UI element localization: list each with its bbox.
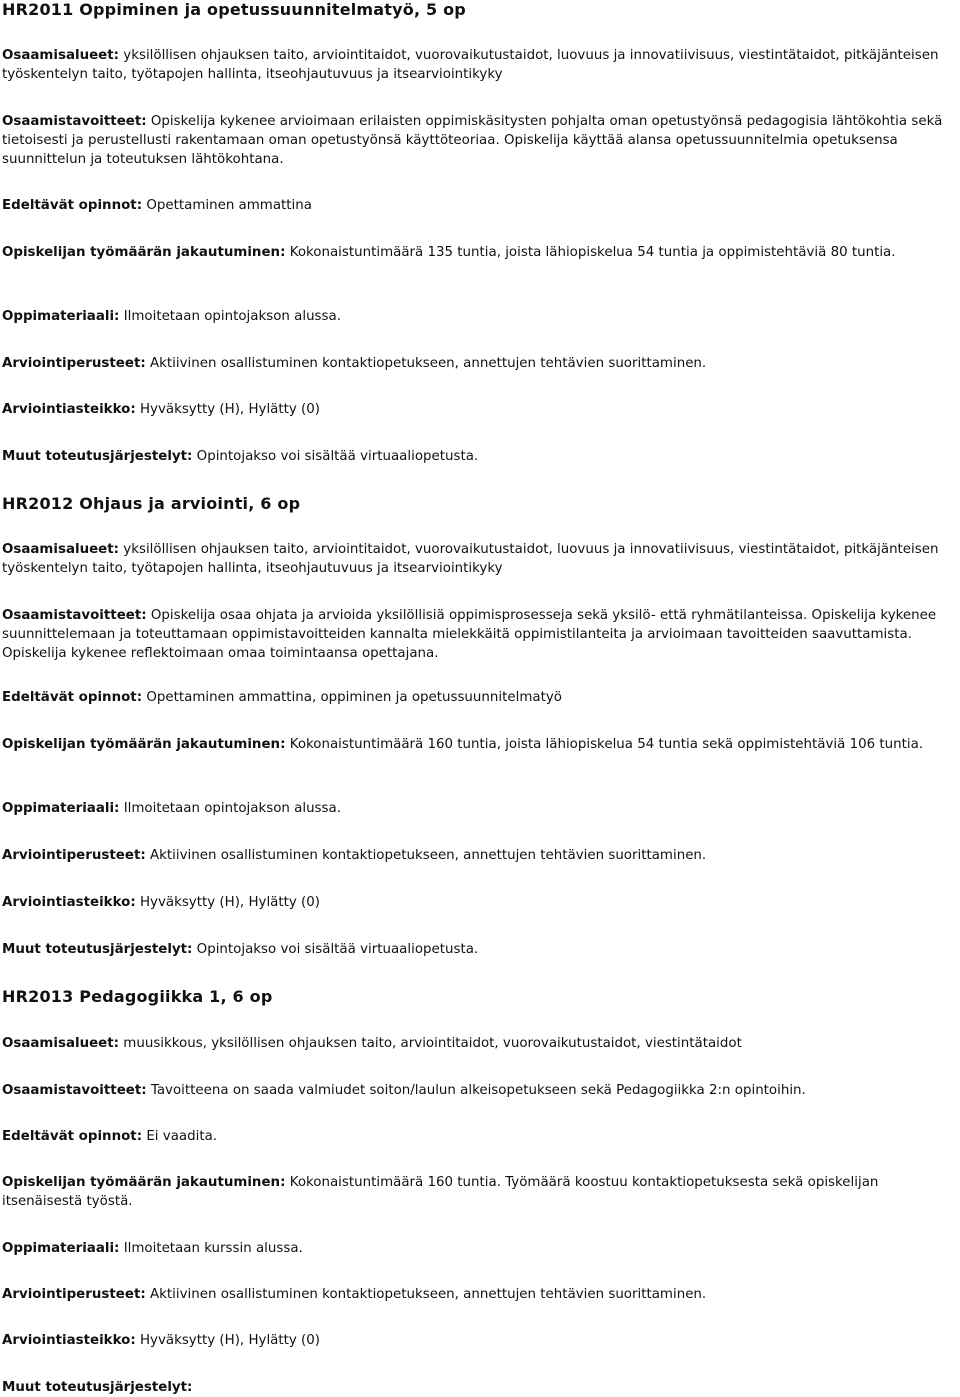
field-text: Opintojakso voi sisältää virtuaaliopetusta.: [196, 942, 479, 957]
field-text: Opiskelija osaa ohjata ja arvioida yksilöllisiä oppimisprosesseja sekä yksilö- että ryhmätilanteissa. Opiskelija kykenee suunnittelemaan ja toteuttamaan oppimistavoitteiden kannalta mielekkäitä oppimistilanteita ja arvioimaan tavoitteiden saavuttamista. Opiskelija kykenee reflektoimaan omaa toimintaansa opettajana.: [2, 608, 937, 661]
field-label: Opiskelijan työmäärän jakautuminen:: [2, 737, 286, 752]
field-text: Kokonaistuntimäärä 135 tuntia, joista lähiopiskelua 54 tuntia ja oppimistehtäviä 80 tuntia.: [289, 245, 896, 260]
field-text: Ei vaadita.: [146, 1129, 218, 1144]
field-text: Aktiivinen osallistuminen kontaktiopetukseen, annettujen tehtävien suorittaminen.: [149, 356, 707, 371]
field-arviointiperusteet: [2, 846, 706, 865]
field-muut-toteutusjarjestelyt: [2, 1378, 192, 1397]
field-label: Osaamisalueet:: [2, 542, 120, 557]
field-label: Arviointiasteikko:: [2, 1333, 136, 1348]
field-arviointiasteikko: [2, 893, 320, 912]
field-osaamistavoitteet: [2, 606, 958, 663]
field-label: Osaamistavoitteet:: [2, 114, 147, 129]
field-label: Oppimateriaali:: [2, 1241, 120, 1256]
field-osaamisalueet: [2, 1034, 742, 1053]
field-label: Opiskelijan työmäärän jakautuminen:: [2, 1175, 286, 1190]
field-text: Ilmoitetaan opintojakson alussa.: [123, 309, 341, 324]
field-label: Arviointiasteikko:: [2, 895, 136, 910]
field-text: Ilmoitetaan kurssin alussa.: [123, 1241, 303, 1256]
field-osaamisalueet: [2, 46, 958, 84]
field-text: Hyväksytty (H), Hylätty (0): [139, 895, 321, 910]
field-osaamistavoitteet: [2, 1081, 806, 1100]
field-label: Arviointiperusteet:: [2, 1287, 146, 1302]
field-label: Arviointiperusteet:: [2, 848, 146, 863]
field-tyomaara: [2, 1173, 958, 1211]
field-text: Kokonaistuntimäärä 160 tuntia, joista lähiopiskelua 54 tuntia sekä oppimistehtäviä 106 tuntia.: [289, 737, 924, 752]
field-edeltavat-opinnot: [2, 1127, 217, 1146]
field-oppimateriaali: [2, 1239, 303, 1258]
course-title: HR2012 Ohjaus ja arviointi, 6 op: [2, 494, 301, 513]
field-label: Muut toteutusjärjestelyt:: [2, 449, 193, 464]
field-label: Muut toteutusjärjestelyt:: [2, 942, 193, 957]
field-arviointiasteikko: [2, 400, 320, 419]
field-label: Osaamisalueet:: [2, 1036, 120, 1051]
field-arviointiperusteet: [2, 354, 706, 373]
field-label: Oppimateriaali:: [2, 801, 120, 816]
field-tyomaara: [2, 243, 896, 262]
field-label: Osaamistavoitteet:: [2, 1083, 147, 1098]
field-label: Osaamistavoitteet:: [2, 608, 147, 623]
field-text: Opintojakso voi sisältää virtuaaliopetusta.: [196, 449, 479, 464]
field-muut-toteutusjarjestelyt: [2, 940, 478, 959]
field-muut-toteutusjarjestelyt: [2, 447, 478, 466]
field-text: Kokonaistuntimäärä 160 tuntia. Työmäärä koostuu kontaktiopetuksesta sekä opiskelijan itsenäisestä työstä.: [2, 1175, 879, 1209]
field-arviointiperusteet: [2, 1285, 706, 1304]
course-title: HR2013 Pedagogiikka 1, 6 op: [2, 987, 273, 1006]
field-text: Opettaminen ammattina: [146, 198, 312, 213]
field-text: Opettaminen ammattina, oppiminen ja opetussuunnitelmatyö: [146, 690, 562, 705]
field-label: Arviointiasteikko:: [2, 402, 136, 417]
field-osaamisalueet: [2, 540, 958, 578]
field-label: Muut toteutusjärjestelyt:: [2, 1380, 193, 1395]
field-label: Arviointiperusteet:: [2, 356, 146, 371]
field-text: muusikkous, yksilöllisen ohjauksen taito, arviointitaidot, vuorovaikutustaidot, viestintätaidot: [123, 1036, 742, 1051]
field-text: Aktiivinen osallistuminen kontaktiopetukseen, annettujen tehtävien suorittaminen.: [149, 1287, 707, 1302]
field-text: Tavoitteena on saada valmiudet soiton/laulun alkeisopetukseen sekä Pedagogiikka 2:n opintoihin.: [150, 1083, 806, 1098]
field-label: Edeltävät opinnot:: [2, 1129, 143, 1144]
field-osaamistavoitteet: [2, 112, 958, 169]
field-text: Hyväksytty (H), Hylätty (0): [139, 402, 321, 417]
field-label: Oppimateriaali:: [2, 309, 120, 324]
field-text: yksilöllisen ohjauksen taito, arviointitaidot, vuorovaikutustaidot, luovuus ja innovatiivisuus, viestintätaidot, pitkäjänteisen työskentelyn taito, työtapojen hallinta, itseohjautuvuus ja itsearviointikyky: [2, 48, 939, 82]
course-title: HR2011 Oppiminen ja opetussuunnitelmatyö, 5 op: [2, 0, 466, 19]
field-text: Hyväksytty (H), Hylätty (0): [139, 1333, 321, 1348]
field-tyomaara: [2, 735, 923, 754]
field-label: Opiskelijan työmäärän jakautuminen:: [2, 245, 286, 260]
field-text: Ilmoitetaan opintojakson alussa.: [123, 801, 341, 816]
field-oppimateriaali: [2, 799, 341, 818]
field-text: Opiskelija kykenee arvioimaan erilaisten oppimiskäsitysten pohjalta oman opetustyönsä pedagogisia lähtökohtia sekä tietoisesti ja perustellusti rakentamaan oman opetustyönsä käyttöteoriaa. Opiskelija käyttää alansa opetussuunnitelmia opetuksensa suunnittelun ja toteutuksen lähtökohtana.: [2, 114, 943, 167]
field-text: Aktiivinen osallistuminen kontaktiopetukseen, annettujen tehtävien suorittaminen.: [149, 848, 707, 863]
field-edeltavat-opinnot: [2, 196, 312, 215]
field-edeltavat-opinnot: [2, 688, 562, 707]
field-label: Edeltävät opinnot:: [2, 690, 143, 705]
field-arviointiasteikko: [2, 1331, 320, 1350]
field-label: Osaamisalueet:: [2, 48, 120, 63]
field-oppimateriaali: [2, 307, 341, 326]
field-label: Edeltävät opinnot:: [2, 198, 143, 213]
field-text: yksilöllisen ohjauksen taito, arviointitaidot, vuorovaikutustaidot, luovuus ja innovatiivisuus, viestintätaidot, pitkäjänteisen työskentelyn taito, työtapojen hallinta, itseohjautuvuus ja itsearviointikyky: [2, 542, 939, 576]
